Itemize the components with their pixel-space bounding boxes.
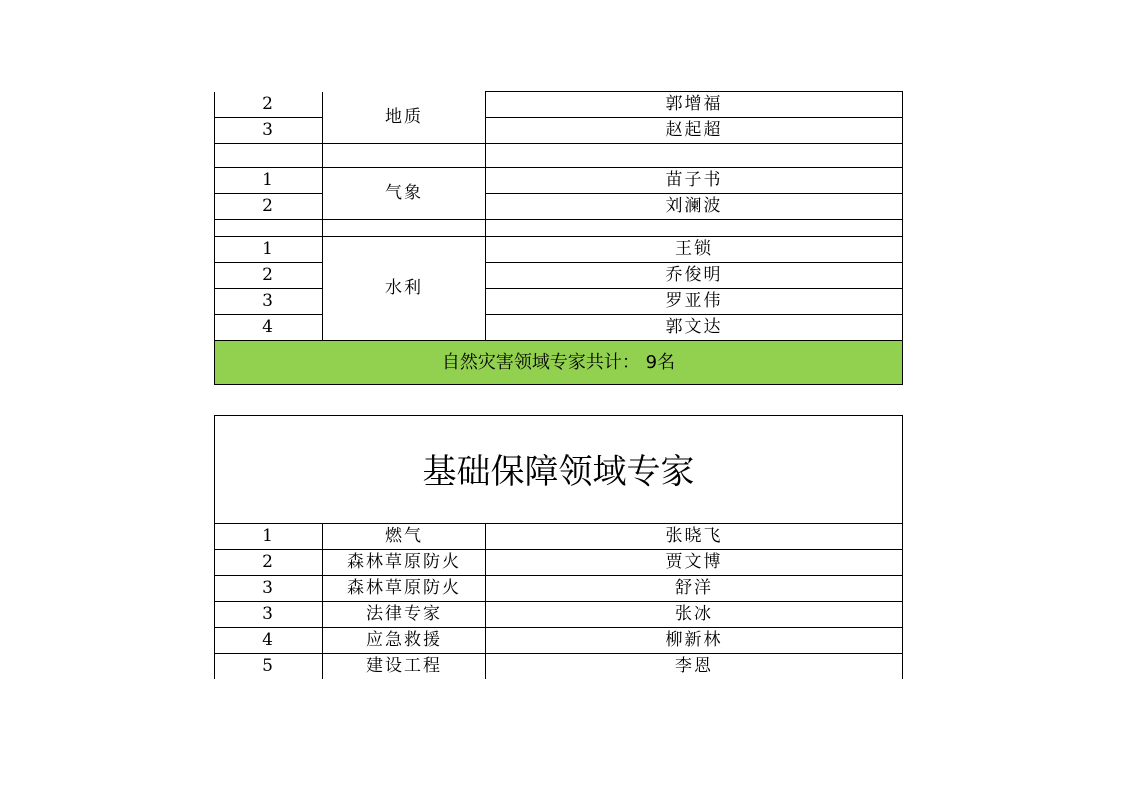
- table-row: [215, 628, 903, 654]
- row-number: 5: [215, 654, 323, 680]
- field-cell: 气象: [323, 168, 486, 220]
- section-title: 基础保障领域专家: [215, 416, 903, 524]
- table-row: [215, 168, 903, 194]
- spacer-row: [215, 220, 903, 237]
- field-cell: 建设工程: [323, 654, 486, 680]
- expert-name: 郭增福: [486, 92, 903, 118]
- natural-disaster-expert-table: [214, 91, 903, 385]
- row-number: 3: [215, 118, 323, 144]
- empty-cell: [215, 220, 323, 237]
- table-row: [215, 524, 903, 550]
- table-row: [215, 92, 903, 118]
- row-number: 4: [215, 315, 323, 341]
- expert-name: 苗子书: [486, 168, 903, 194]
- field-cell: 森林草原防火: [323, 576, 486, 602]
- expert-name: 柳新林: [486, 628, 903, 654]
- field-cell: 地质: [323, 92, 486, 144]
- empty-cell: [486, 144, 903, 168]
- row-number: 3: [215, 602, 323, 628]
- table-row: [215, 289, 903, 315]
- expert-name: 舒洋: [486, 576, 903, 602]
- table-row: [215, 194, 903, 220]
- expert-name: 张冰: [486, 602, 903, 628]
- expert-name: 乔俊明: [486, 263, 903, 289]
- row-number: 2: [215, 194, 323, 220]
- table-row: [215, 263, 903, 289]
- table-row: [215, 654, 903, 680]
- row-number: 2: [215, 263, 323, 289]
- expert-name: 张晓飞: [486, 524, 903, 550]
- row-number: 3: [215, 576, 323, 602]
- table-row: [215, 602, 903, 628]
- spacer-row: [215, 144, 903, 168]
- expert-name: 贾文博: [486, 550, 903, 576]
- field-cell: 燃气: [323, 524, 486, 550]
- total-row: [215, 341, 903, 385]
- row-number: 1: [215, 237, 323, 263]
- table-row: [215, 315, 903, 341]
- expert-name: 罗亚伟: [486, 289, 903, 315]
- table-row: [215, 237, 903, 263]
- row-number: 2: [215, 92, 323, 118]
- field-cell: 水利: [323, 237, 486, 341]
- field-cell: 森林草原防火: [323, 550, 486, 576]
- row-number: 1: [215, 524, 323, 550]
- expert-name: 李恩: [486, 654, 903, 680]
- table-row: [215, 576, 903, 602]
- expert-name: 王锁: [486, 237, 903, 263]
- table-row: [215, 118, 903, 144]
- field-cell: 法律专家: [323, 602, 486, 628]
- infrastructure-expert-table: [214, 415, 903, 679]
- field-cell: 应急救援: [323, 628, 486, 654]
- section-title-row: [215, 416, 903, 524]
- total-label: 自然灾害领域专家共计： 9名: [215, 341, 903, 385]
- row-number: 2: [215, 550, 323, 576]
- table-row: [215, 550, 903, 576]
- empty-cell: [323, 220, 486, 237]
- empty-cell: [486, 220, 903, 237]
- expert-name: 刘澜波: [486, 194, 903, 220]
- expert-name: 赵起超: [486, 118, 903, 144]
- empty-cell: [215, 144, 323, 168]
- expert-name: 郭文达: [486, 315, 903, 341]
- row-number: 4: [215, 628, 323, 654]
- row-number: 1: [215, 168, 323, 194]
- row-number: 3: [215, 289, 323, 315]
- empty-cell: [323, 144, 486, 168]
